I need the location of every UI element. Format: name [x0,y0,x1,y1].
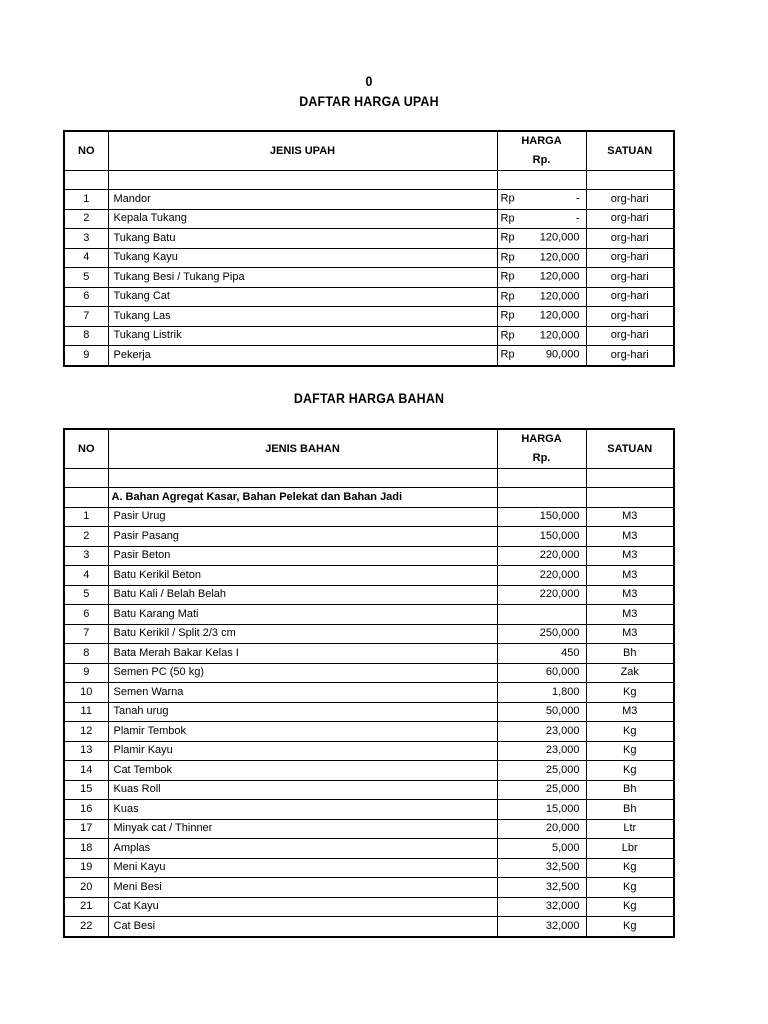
table-row [64,507,674,527]
row-no: 6 [64,287,108,307]
row-price: 220,000 [497,546,586,566]
row-price [497,605,586,625]
row-amount: 120,000 [539,251,580,264]
row-price: 15,000 [497,800,586,820]
row-amount: 120,000 [539,290,580,303]
row-price: 23,000 [497,741,586,761]
table-row [64,566,674,586]
blank-row [64,171,674,190]
page-number: 0 [365,74,373,89]
row-no: 6 [64,605,108,625]
row-unit: Ltr [586,819,674,839]
table-row [64,585,674,605]
row-name: Minyak cat / Thinner [108,819,497,839]
row-price: 150,000 [497,507,586,527]
row-no: 10 [64,683,108,703]
header-no: NO [64,429,108,469]
header-harga [497,429,586,469]
row-name: Cat Besi [108,917,497,937]
header-jenis-upah: JENIS UPAH [108,131,497,171]
row-price: 32,500 [497,858,586,878]
row-currency: Rp [500,348,515,361]
row-unit: M3 [586,527,674,547]
row-no: 9 [64,663,108,683]
row-name: Tanah urug [108,702,497,722]
row-no: 2 [64,209,108,229]
table-row [64,702,674,722]
row-no: 2 [64,527,108,547]
row-price: 150,000 [497,527,586,547]
row-no: 7 [64,624,108,644]
row-name: Tukang Besi / Tukang Pipa [108,268,497,288]
row-name: Tukang Listrik [108,326,497,346]
table-row [64,761,674,781]
row-name: Semen PC (50 kg) [108,663,497,683]
row-amount: 90,000 [545,348,580,361]
row-price [497,287,586,307]
row-no: 1 [64,190,108,210]
group-row [64,488,674,508]
row-currency: Rp [500,212,515,225]
row-no: 16 [64,800,108,820]
row-unit: Kg [586,761,674,781]
header-satuan: SATUAN [586,429,674,469]
row-price: 450 [497,644,586,664]
row-price: 220,000 [497,585,586,605]
row-name: Plamir Tembok [108,722,497,742]
table-row [64,346,674,366]
row-name: Kuas [108,800,497,820]
row-no: 8 [64,326,108,346]
table-row [64,878,674,898]
row-no: 22 [64,917,108,937]
row-amount: - [575,212,580,225]
row-unit: Bh [586,800,674,820]
row-unit: org-hari [586,307,674,327]
bahan-title: DAFTAR HARGA BAHAN [293,391,445,406]
row-price: 20,000 [497,819,586,839]
row-name: Batu Karang Mati [108,605,497,625]
row-price: 220,000 [497,566,586,586]
row-unit: M3 [586,702,674,722]
row-unit: M3 [586,605,674,625]
row-price: 5,000 [497,839,586,859]
row-unit: Kg [586,917,674,937]
row-name: Batu Kerikil / Split 2/3 cm [108,624,497,644]
row-name: Meni Besi [108,878,497,898]
row-amount: 120,000 [539,231,580,244]
table-row [64,527,674,547]
row-name: Tukang Las [108,307,497,327]
row-no: 14 [64,761,108,781]
row-no: 12 [64,722,108,742]
row-price: 23,000 [497,722,586,742]
row-amount: 120,000 [539,309,580,322]
table-row [64,897,674,917]
row-name: Tukang Kayu [108,248,497,268]
table-row [64,741,674,761]
table-row [64,326,674,346]
row-name: Kuas Roll [108,780,497,800]
table-row [64,248,674,268]
table-row [64,858,674,878]
row-no: 8 [64,644,108,664]
row-price [497,307,586,327]
row-unit: Kg [586,878,674,898]
table-row [64,209,674,229]
row-currency: Rp [500,270,515,283]
row-price [497,190,586,210]
row-name: Tukang Cat [108,287,497,307]
row-no: 13 [64,741,108,761]
row-name: Amplas [108,839,497,859]
row-unit: Zak [586,663,674,683]
row-amount: - [575,192,580,205]
row-price: 25,000 [497,780,586,800]
row-price [497,209,586,229]
row-unit: Kg [586,722,674,742]
table-row [64,190,674,210]
row-no: 17 [64,819,108,839]
row-name: Cat Tembok [108,761,497,781]
row-unit: org-hari [586,268,674,288]
row-unit: M3 [586,624,674,644]
row-price [497,326,586,346]
row-name: Pasir Urug [108,507,497,527]
upah-table [63,130,675,367]
header-harga-currency: Rp. [532,154,551,166]
row-no: 11 [64,702,108,722]
row-no: 15 [64,780,108,800]
group-label: A. Bahan Agregat Kasar, Bahan Pelekat dan Bahan Jadi [108,488,497,508]
row-price [497,346,586,366]
row-amount: 120,000 [539,329,580,342]
row-amount: 120,000 [539,270,580,283]
table-row [64,546,674,566]
row-unit: Kg [586,741,674,761]
row-no: 4 [64,566,108,586]
bahan-table [63,428,675,938]
row-unit: Kg [586,858,674,878]
row-currency: Rp [500,309,515,322]
row-no: 3 [64,229,108,249]
header-satuan: SATUAN [586,131,674,171]
row-unit: M3 [586,507,674,527]
row-price: 50,000 [497,702,586,722]
row-name: Kepala Tukang [108,209,497,229]
row-name: Mandor [108,190,497,210]
table-row [64,605,674,625]
header-no: NO [64,131,108,171]
row-name: Batu Kali / Belah Belah [108,585,497,605]
row-name: Pasir Pasang [108,527,497,547]
table-row [64,663,674,683]
row-unit: M3 [586,585,674,605]
row-price: 25,000 [497,761,586,781]
table-row [64,819,674,839]
row-unit: Bh [586,644,674,664]
row-unit: org-hari [586,248,674,268]
blank-row [64,469,674,488]
row-no: 7 [64,307,108,327]
header-harga [497,131,586,171]
row-name: Tukang Batu [108,229,497,249]
row-unit: org-hari [586,229,674,249]
row-price: 32,000 [497,897,586,917]
row-unit: Kg [586,897,674,917]
row-unit: org-hari [586,209,674,229]
table-row [64,722,674,742]
table-row [64,268,674,288]
table-row [64,683,674,703]
table-row [64,287,674,307]
header-jenis-bahan: JENIS BAHAN [108,429,497,469]
row-unit: org-hari [586,287,674,307]
row-unit: Kg [586,683,674,703]
header-harga-label: HARGA [521,433,562,445]
row-name: Plamir Kayu [108,741,497,761]
row-no: 20 [64,878,108,898]
row-price [497,248,586,268]
row-currency: Rp [500,329,515,342]
row-price [497,268,586,288]
row-price: 250,000 [497,624,586,644]
row-name: Pekerja [108,346,497,366]
row-name: Batu Kerikil Beton [108,566,497,586]
row-name: Pasir Beton [108,546,497,566]
table-row [64,800,674,820]
row-no: 5 [64,268,108,288]
row-unit: Lbr [586,839,674,859]
row-name: Bata Merah Bakar Kelas I [108,644,497,664]
row-unit: M3 [586,546,674,566]
table-row [64,644,674,664]
row-no: 18 [64,839,108,859]
row-no: 21 [64,897,108,917]
row-currency: Rp [500,231,515,244]
row-no: 5 [64,585,108,605]
row-no: 3 [64,546,108,566]
row-price: 1,800 [497,683,586,703]
row-price [497,229,586,249]
header-harga-label: HARGA [521,135,562,147]
row-unit: org-hari [586,346,674,366]
row-name: Cat Kayu [108,897,497,917]
row-unit: org-hari [586,326,674,346]
row-no: 4 [64,248,108,268]
table-row [64,917,674,937]
header-harga-currency: Rp. [532,452,551,464]
row-unit: org-hari [586,190,674,210]
row-no: 9 [64,346,108,366]
row-price: 32,000 [497,917,586,937]
row-unit: Bh [586,780,674,800]
row-currency: Rp [500,251,515,264]
row-price: 32,500 [497,878,586,898]
row-no: 19 [64,858,108,878]
row-no: 1 [64,507,108,527]
row-name: Semen Warna [108,683,497,703]
row-unit: M3 [586,566,674,586]
row-currency: Rp [500,192,515,205]
row-name: Meni Kayu [108,858,497,878]
row-currency: Rp [500,290,515,303]
table-row [64,780,674,800]
table-row [64,229,674,249]
upah-title: DAFTAR HARGA UPAH [299,94,439,109]
table-row [64,839,674,859]
table-row [64,307,674,327]
row-price: 60,000 [497,663,586,683]
table-row [64,624,674,644]
